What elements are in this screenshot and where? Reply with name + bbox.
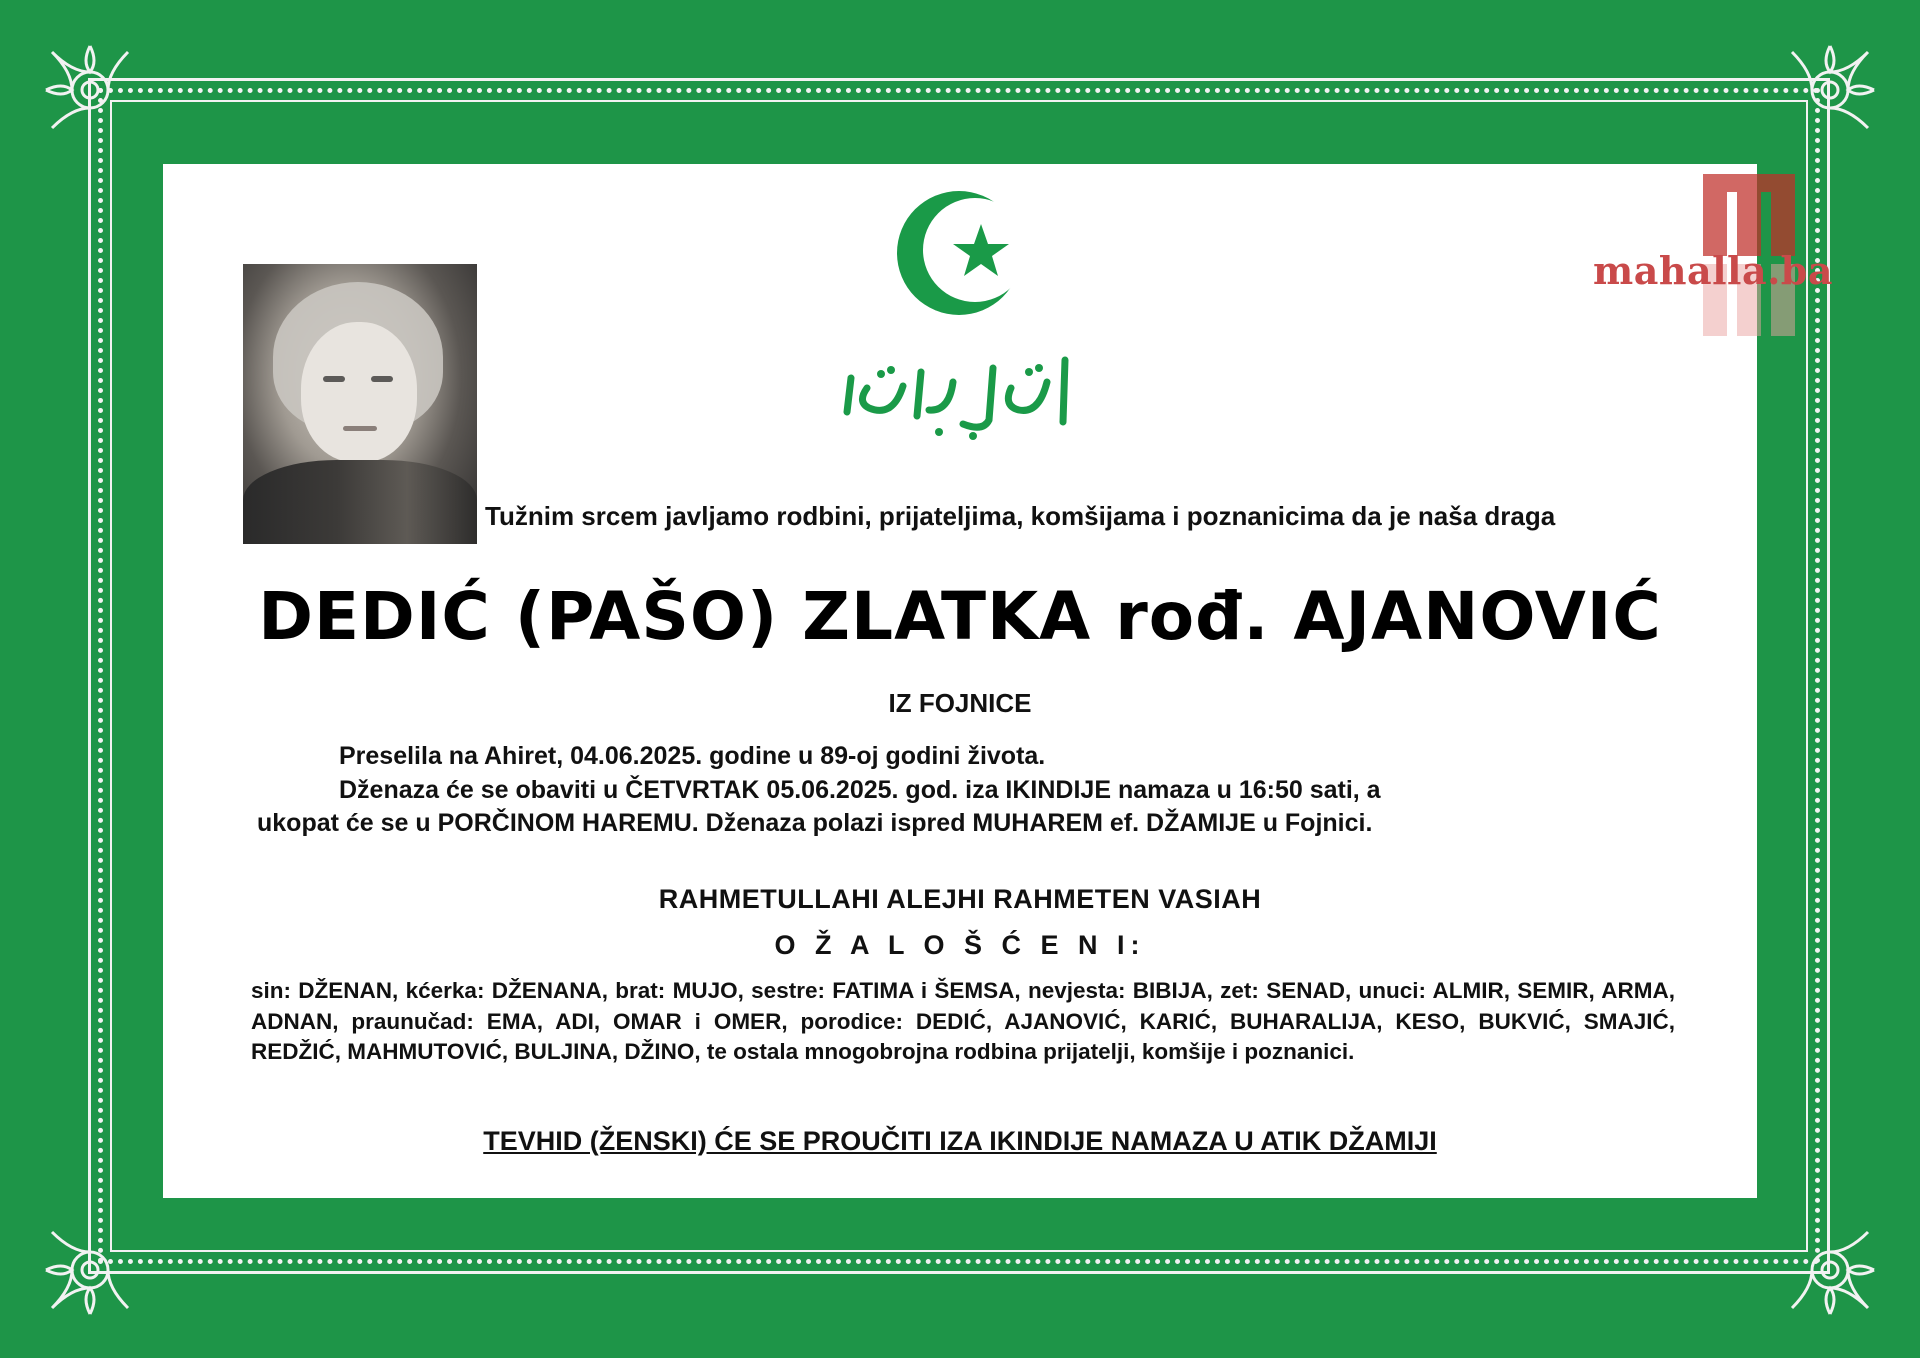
notice-panel	[163, 164, 1833, 1198]
mourners-heading: O Ž A L O Š Ć E N I:	[774, 930, 1146, 960]
mahalla-logo-icon	[1647, 126, 1857, 336]
corner-ornament-icon	[42, 42, 138, 138]
rahmet-text: RAHMETULLAHI ALEJHI RAHMETEN VASIAH	[658, 884, 1262, 914]
tevhid-notice: TEVHID (ŽENSKI) ĆE SE PROUČITI IZA IKINDIJE NAMAZA U ATIK DŽAMIJI	[483, 1126, 1437, 1156]
crescent-star-icon	[893, 190, 1029, 316]
corner-ornament-icon	[1782, 1222, 1878, 1318]
corner-ornament-icon	[1782, 42, 1878, 138]
intro-text: Tužnim srcem javljamo rodbini, prijateljima, komšijama i poznanicima da je naša draga	[485, 501, 1556, 531]
details-line-2: Dženaza će se obaviti u ČETVRTAK 05.06.2025. god. iza IKINDIJE namaza u 16:50 sati, a	[339, 776, 1381, 804]
arabic-calligraphy-icon	[833, 352, 1083, 442]
deceased-name: DEDIĆ (PAŠO) ZLATKA rođ. AJANOVIĆ	[258, 578, 1662, 655]
details-line-1: Preselila na Ahiret, 04.06.2025. godine u 89-oj godini života.	[339, 742, 1046, 770]
corner-ornament-icon	[42, 1222, 138, 1318]
details-line-3: ukopat će se u PORČINOM HAREMU. Dženaza polazi ispred MUHAREM ef. DŽAMIJE u Fojnici.	[257, 809, 1373, 837]
deceased-photo	[243, 264, 477, 544]
mourners-list: sin: DŽENAN, kćerka: DŽENANA, brat: MUJO, sestre: FATIMA i ŠEMSA, nevjesta: BIBIJA, zet: SENAD, unuci: ALMIR, SEMIR, ARMA, ADNAN, praunučad: EMA, ADI, OMAR i OMER, porodice: DEDIĆ, AJANOVIĆ, KARIĆ, BUHARALIJA, KESO, BUKVIĆ, SMAJIĆ, REDŽIĆ, MAHMUTOVIĆ, BULJINA, DŽINO, te ostala mnogobrojna rodbina prijatelji, komšije i poznanici.	[251, 978, 1675, 1064]
origin-text: IZ FOJNICE	[888, 688, 1032, 718]
watermark-text: mahalla.ba	[1593, 248, 1833, 293]
